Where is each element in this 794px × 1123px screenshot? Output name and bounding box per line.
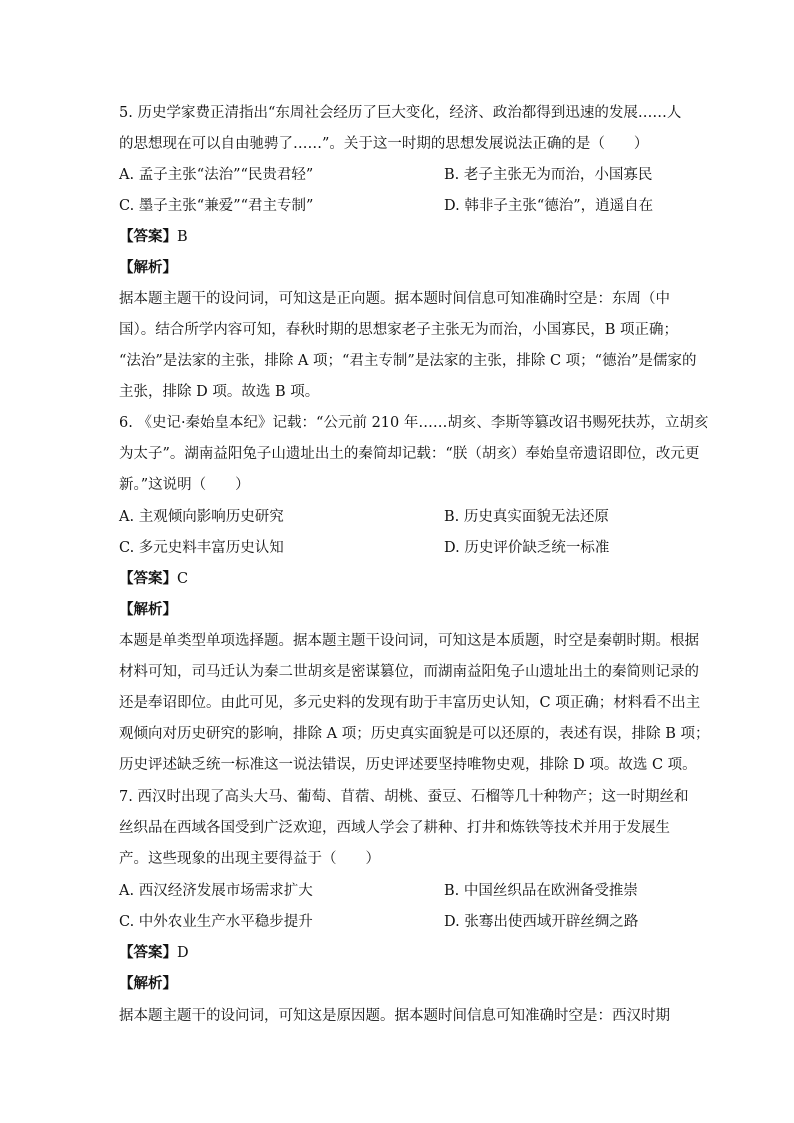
q5-option-a: A. 孟子主张“法治”“民贵君轻” [119, 167, 314, 183]
q5-analysis-line-4: 主张，排除 D 项。故选 B 项。 [119, 384, 320, 400]
q7-option-b: B. 中国丝织品在欧洲备受推崇 [444, 883, 638, 899]
q6-option-d: D. 历史评价缺乏统一标准 [444, 540, 610, 556]
q6-option-a: A. 主观倾向影响历史研究 [119, 509, 284, 525]
q5-analysis-line-1: 据本题主题干的设问词，可知这是正向题。据本题时间信息可知准确时空是：东周（中 [119, 291, 670, 307]
q5-stem-line-1: 5. 历史学家费正清指出“东周社会经历了巨大变化，经济、政治都得到迅速的发展……人 [119, 105, 682, 121]
answer-value: D [177, 945, 189, 961]
q7-analysis-label: 【解析】 [119, 975, 177, 992]
q7-option-a: A. 西汉经济发展市场需求扩大 [119, 883, 313, 899]
answer-label: 【答案】 [119, 228, 177, 245]
q7-option-c: C. 中外农业生产水平稳步提升 [119, 914, 313, 930]
q7-stem-line-1: 7. 西汉时出现了高头大马、葡萄、苜蓿、胡桃、蚕豆、石榴等几十种物产；这一时期丝和 [119, 789, 689, 805]
q7-analysis-line-1: 据本题主题干的设问词，可知这是原因题。据本题时间信息可知准确时空是：西汉时期 [119, 1008, 670, 1024]
q5-analysis-line-2: 国）。结合所学内容可知，春秋时期的思想家老子主张无为而治，小国寡民，B 项正确； [119, 322, 679, 338]
q6-analysis-line-1: 本题是单类型单项选择题。据本题主题干设问词，可知这是本质题，时空是秦朝时期。根据 [119, 633, 699, 649]
q6-stem-line-2: 为太子”。湖南益阳兔子山遗址出土的秦简却记载：“朕（胡亥）奉始皇帝遗诏即位，改元更 [119, 446, 700, 462]
answer-label: 【答案】 [119, 570, 177, 587]
q6-stem-line-3: 新。”这说明（ ） [119, 477, 250, 493]
answer-value: C [177, 571, 189, 587]
q5-option-b: B. 老子主张无为而治，小国寡民 [444, 167, 653, 183]
q6-analysis-line-3: 还是奉诏即位。由此可见，多元史料的发现有助于丰富历史认知，C 项正确；材料看不出主 [119, 695, 701, 711]
q5-analysis-label: 【解析】 [119, 259, 177, 276]
q6-analysis-line-4: 观倾向对历史研究的影响，排除 A 项；历史真实面貌是可以还原的，表述有误，排除 B 项； [119, 726, 710, 742]
q5-stem-line-2: 的思想现在可以自由驰骋了……”。关于这一时期的思想发展说法正确的是（ ） [119, 136, 649, 152]
q6-analysis-label: 【解析】 [119, 601, 177, 618]
q6-analysis-line-2: 材料可知，司马迁认为秦二世胡亥是密谋篡位，而湖南益阳兔子山遗址出土的秦简则记录的 [119, 664, 699, 680]
q5-option-d: D. 韩非子主张“德治”，逍遥自在 [444, 198, 654, 214]
q6-stem-line-1: 6. 《史记·秦始皇本纪》记载：“公元前 210 年……胡亥、李斯等篡改诏书赐死扶苏，立胡亥 [119, 415, 709, 431]
q6-answer [119, 569, 188, 589]
q5-option-c: C. 墨子主张“兼爱”“君主专制” [119, 198, 314, 214]
answer-label: 【答案】 [119, 944, 177, 961]
q6-option-b: B. 历史真实面貌无法还原 [444, 509, 609, 525]
q7-option-d: D. 张骞出使西域开辟丝绸之路 [444, 914, 639, 930]
q6-option-c: C. 多元史料丰富历史认知 [119, 540, 284, 556]
answer-value: B [177, 229, 188, 245]
q7-answer [119, 943, 189, 963]
q5-answer [119, 227, 188, 247]
q7-stem-line-2: 丝织品在西域各国受到广泛欢迎，西域人学会了耕种、打井和炼铁等技术并用于发展生 [119, 820, 670, 836]
q7-stem-line-3: 产。这些现象的出现主要得益于（ ） [119, 851, 380, 867]
q5-analysis-line-3: “法治”是法家的主张，排除 A 项；“君主专制”是法家的主张，排除 C 项；“德治”是儒家的 [119, 353, 697, 369]
q6-analysis-line-5: 历史评述缺乏统一标准这一说法错误，历史评述要坚持唯物史观，排除 D 项。故选 C 项。 [119, 757, 697, 773]
